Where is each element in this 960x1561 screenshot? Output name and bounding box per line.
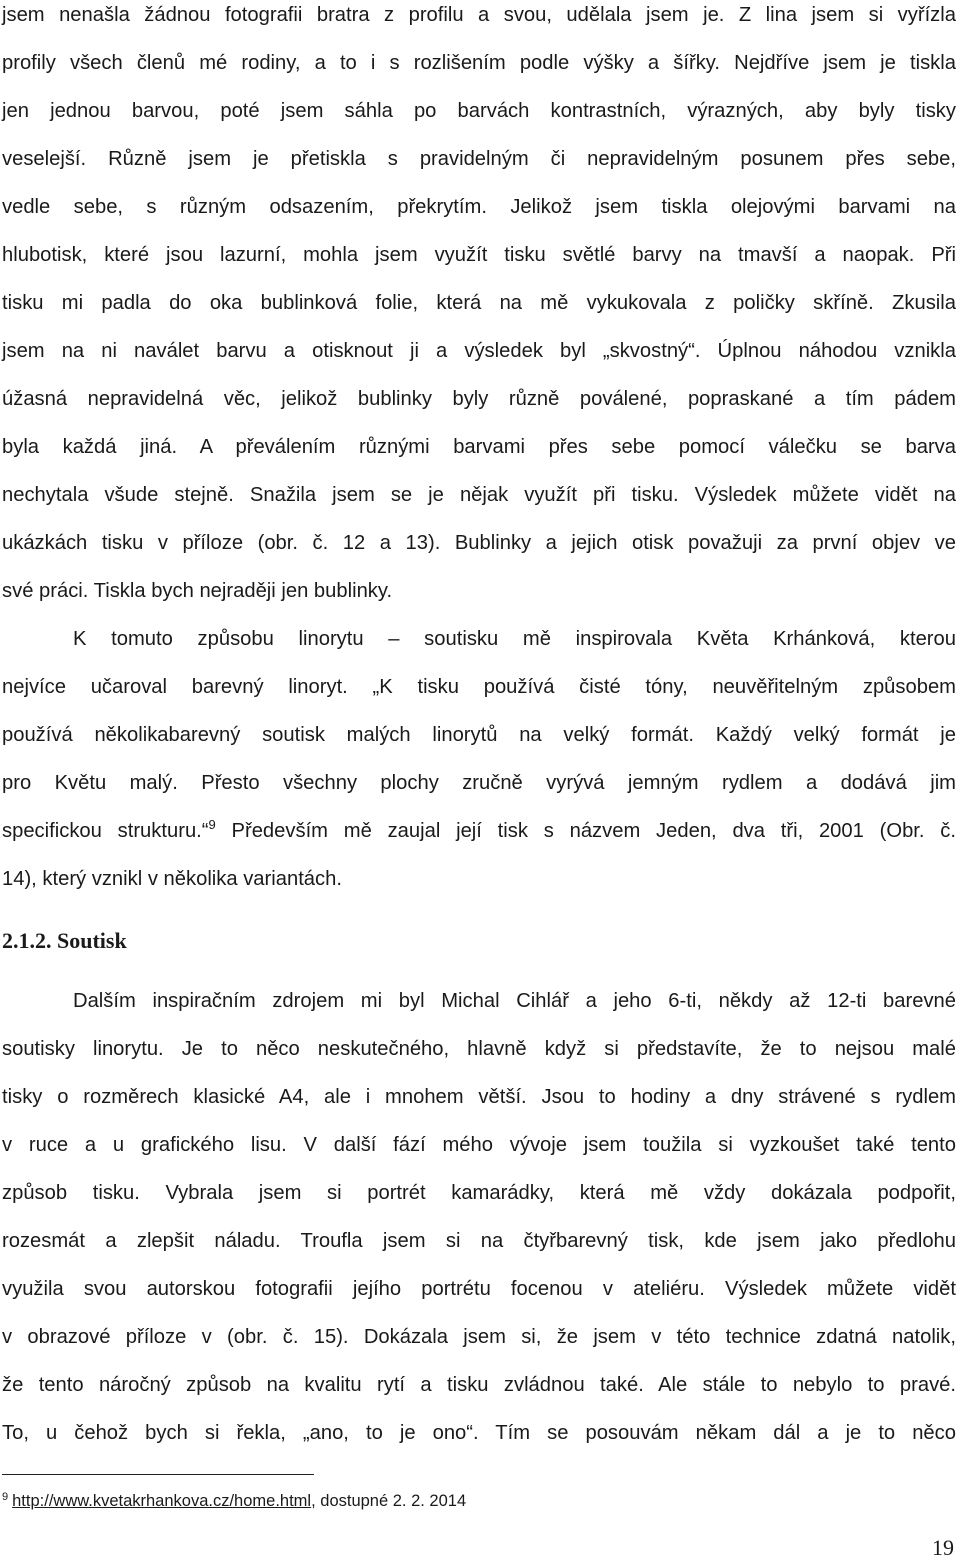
text-line: jen jednou barvou, poté jsem sáhla po barvách kontrastních, výrazných, aby byly tisky xyxy=(2,100,956,122)
text-line: v obrazové příloze v (obr. č. 15). Dokázala jsem si, že jsem v této technice zdatná natolik, xyxy=(2,1326,956,1348)
text-segment: Především mě zaujal její tisk s názvem Jeden, dva tři, 2001 (Obr. č. xyxy=(215,820,956,842)
footnote-number: 9 xyxy=(2,1491,9,1503)
text-segment: specifickou strukturu.“ xyxy=(2,820,209,842)
text-line: v ruce a u grafického lisu. V další fází mého vývoje jsem toužila si vyzkoušet také tento xyxy=(2,1134,956,1156)
footnote-text: , dostupné 2. 2. 2014 xyxy=(311,1492,467,1510)
text-line: Dalším inspiračním zdrojem mi byl Michal Cihlář a jeho 6-ti, někdy až 12-ti barevné xyxy=(73,990,956,1012)
text-line: vedle sebe, s různým odsazením, překrytím. Jelikož jsem tiskla olejovými barvami na xyxy=(2,196,956,218)
text-line: že tento náročný způsob na kvalitu rytí a tisku zvládnou také. Ale stále to nebylo to pravé. xyxy=(2,1374,956,1396)
text-line-with-footnote-ref xyxy=(2,818,956,844)
text-line: nechytala všude stejně. Snažila jsem se je nějak využít při tisku. Výsledek můžete vidět na xyxy=(2,484,956,506)
text-line: ukázkách tisku v příloze (obr. č. 12 a 13). Bublinky a jejich otisk považuji za první objev ve xyxy=(2,532,956,554)
page-number: 19 xyxy=(932,1535,954,1560)
text-line: rozesmát a zlepšit náladu. Troufla jsem si na čtyřbarevný tisk, kde jsem jako předlohu xyxy=(2,1230,956,1252)
text-line: pro Květu malý. Přesto všechny plochy zručně vyrývá jemným rydlem a dodává jim xyxy=(2,772,956,794)
text-line: veselejší. Různě jsem je přetiskla s pravidelným či nepravidelným posunem přes sebe, xyxy=(2,148,956,170)
text-line: jsem na ni naválet barvu a otisknout ji a výsledek byl „skvostný“. Úplnou náhodou vznikla xyxy=(2,340,956,362)
text-line: své práci. Tiskla bych nejraději jen bublinky. xyxy=(2,580,393,602)
footnote-link[interactable]: http://www.kvetakrhankova.cz/home.html xyxy=(12,1492,312,1510)
text-line: úžasná nepravidelná věc, jelikož bublinky byly různě poválené, popraskané a tím pádem xyxy=(2,388,956,410)
text-line: využila svou autorskou fotografii jejího portrétu focenou v ateliéru. Výsledek můžete vidět xyxy=(2,1278,956,1300)
text-line: způsob tisku. Vybrala jsem si portrét kamarádky, která mě vždy dokázala podpořit, xyxy=(2,1182,956,1204)
text-line: byla každá jiná. A převálením různými barvami přes sebe pomocí válečku se barva xyxy=(2,436,956,458)
section-heading: 2.1.2. Soutisk xyxy=(2,928,127,953)
footnote-separator xyxy=(2,1474,314,1475)
footnote-reference: 9 xyxy=(208,817,216,832)
text-line: jsem nenašla žádnou fotografii bratra z profilu a svou, udělala jsem je. Z lina jsem si vyřízla xyxy=(2,4,956,26)
text-line: soutisky linorytu. Je to něco neskutečného, hlavně když si představíte, že to nejsou malé xyxy=(2,1038,956,1060)
text-line: tisky o rozměrech klasické A4, ale i mnohem větší. Jsou to hodiny a dny strávené s rydlem xyxy=(2,1086,956,1108)
text-line: K tomuto způsobu linorytu – soutisku mě inspirovala Květa Krhánková, kterou xyxy=(73,628,956,650)
text-line: tisku mi padla do oka bublinková folie, která na mě vykukovala z poličky skříně. Zkusila xyxy=(2,292,956,314)
text-line: To, u čehož bych si řekla, „ano, to je ono“. Tím se posouvám někam dál a je to něco xyxy=(2,1422,956,1444)
text-line: používá několikabarevný soutisk malých linorytů na velký formát. Každý velký formát je xyxy=(2,724,956,746)
text-line: hlubotisk, které jsou lazurní, mohla jsem využít tisku světlé barvy na tmavší a naopak. Při xyxy=(2,244,956,266)
text-line: nejvíce učaroval barevný linoryt. „K tisku používá čisté tóny, neuvěřitelným způsobem xyxy=(2,676,956,698)
text-line: 14), který vznikl v několika variantách. xyxy=(2,868,342,890)
text-line: profily všech členů mé rodiny, a to i s rozlišením podle výšky a šířky. Nejdříve jsem je tiskla xyxy=(2,52,956,74)
footnote xyxy=(2,1486,466,1512)
